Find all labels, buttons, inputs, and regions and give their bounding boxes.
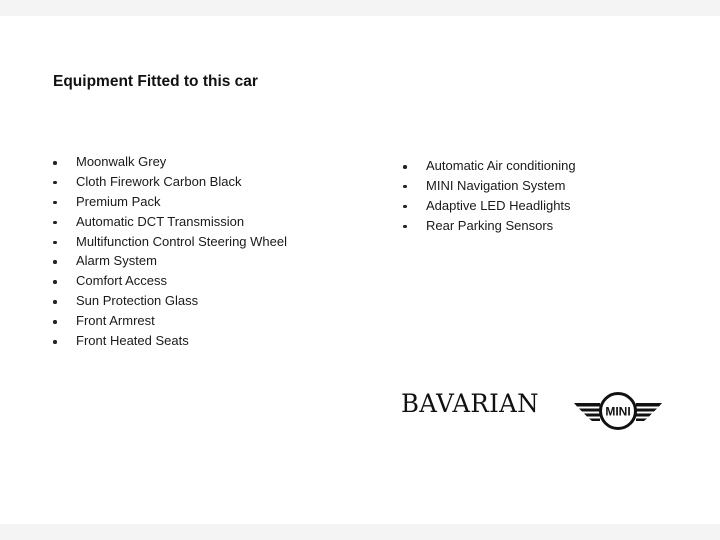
list-item: Automatic DCT Transmission bbox=[53, 212, 287, 232]
list-item: MINI Navigation System bbox=[403, 176, 576, 196]
list-item: Comfort Access bbox=[53, 271, 287, 291]
equipment-list-left bbox=[53, 152, 287, 351]
page-title: Equipment Fitted to this car bbox=[53, 73, 258, 90]
list-item: Multifunction Control Steering Wheel bbox=[53, 232, 287, 252]
dealer-logo-text: BAVARIAN bbox=[401, 389, 539, 418]
list-item: Adaptive LED Headlights bbox=[403, 196, 576, 216]
list-item: Front Heated Seats bbox=[53, 331, 287, 351]
list-item: Rear Parking Sensors bbox=[403, 216, 576, 236]
mini-logo-text: MINI bbox=[605, 404, 631, 419]
list-item: Cloth Firework Carbon Black bbox=[53, 172, 287, 192]
list-item: Alarm System bbox=[53, 251, 287, 271]
mini-wings-logo-icon bbox=[572, 387, 664, 431]
list-item: Premium Pack bbox=[53, 192, 287, 212]
list-item: Automatic Air conditioning bbox=[403, 156, 576, 176]
list-item: Moonwalk Grey bbox=[53, 152, 287, 172]
list-item: Front Armrest bbox=[53, 311, 287, 331]
equipment-page bbox=[0, 16, 720, 524]
equipment-list-right bbox=[403, 156, 576, 236]
list-item: Sun Protection Glass bbox=[53, 291, 287, 311]
